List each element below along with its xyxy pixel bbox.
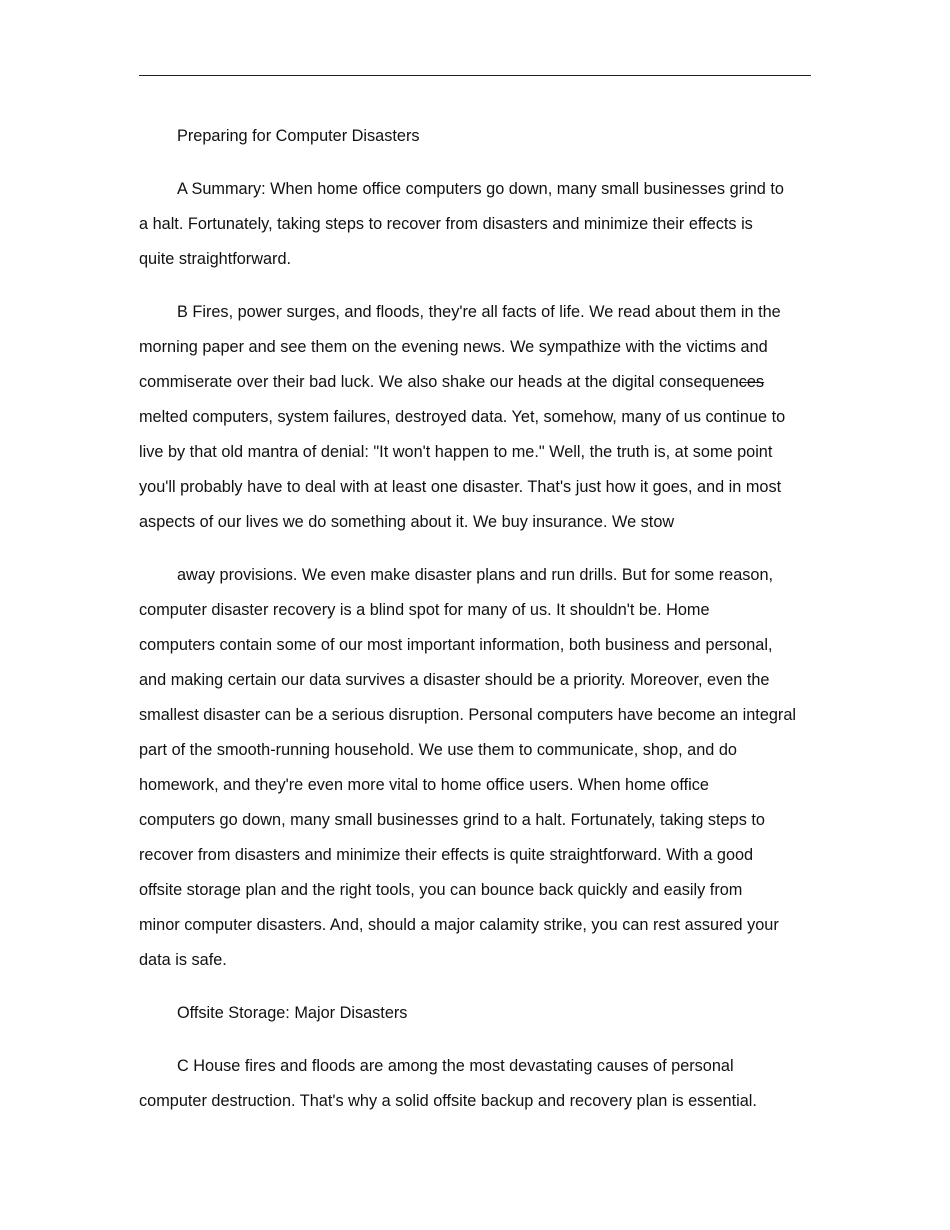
- paragraph-b2-line: homework, and they're even more vital to home office users. When home office: [139, 776, 709, 794]
- document-title: [139, 119, 844, 154]
- struck-text: ces: [738, 373, 765, 391]
- paragraph-b2-line: away provisions. We even make disaster plans and run drills. But for some reason,: [177, 566, 774, 584]
- paragraph-b-line: morning paper and see them on the evening news. We sympathize with the victims and: [139, 338, 768, 356]
- paragraph-b2-line: computer disaster recovery is a blind spot for many of us. It shouldn't be. Home: [139, 601, 710, 619]
- paragraph-c-line: computer destruction. That's why a solid offsite backup and recovery plan is essential.: [139, 1092, 757, 1110]
- paragraph-c-line: C House fires and floods are among the most devastating causes of personal: [177, 1057, 734, 1075]
- paragraph-b2-line: computers contain some of our most important information, both business and personal,: [139, 636, 773, 654]
- paragraph-b-line-text: commiserate over their bad luck. We also shake our heads at the digital consequen: [139, 373, 739, 391]
- paragraph-b2-line: data is safe.: [139, 951, 227, 969]
- paragraph-b-line: live by that old mantra of denial: "It won't happen to me." Well, the truth is, at some point: [139, 443, 773, 461]
- header-rule: [139, 75, 811, 76]
- paragraph-b-continued: [139, 558, 844, 978]
- section-heading: [139, 996, 844, 1031]
- paragraph-b2-line: part of the smooth-running household. We use them to communicate, shop, and do: [139, 741, 737, 759]
- paragraph-b2-line: smallest disaster can be a serious disruption. Personal computers have become an integral: [139, 706, 797, 724]
- section-heading-text: Offsite Storage: Major Disasters: [177, 1004, 408, 1022]
- paragraph-c: [139, 1049, 844, 1119]
- paragraph-b-line: you'll probably have to deal with at least one disaster. That's just how it goes, and in most: [139, 478, 782, 496]
- summary-paragraph: [139, 172, 844, 277]
- title-text: Preparing for Computer Disasters: [177, 127, 420, 145]
- paragraph-b-line: melted computers, system failures, destroyed data. Yet, somehow, many of us continue to: [139, 408, 786, 426]
- paragraph-b: [139, 295, 844, 540]
- paragraph-b2-line: offsite storage plan and the right tools, you can bounce back quickly and easily from: [139, 881, 743, 899]
- summary-line: A Summary: When home office computers go down, many small businesses grind to: [177, 180, 784, 198]
- paragraph-b-line: B Fires, power surges, and floods, they're all facts of life. We read about them in the: [177, 303, 781, 321]
- summary-line: quite straightforward.: [139, 250, 292, 268]
- paragraph-b2-line: and making certain our data survives a disaster should be a priority. Moreover, even the: [139, 671, 770, 689]
- paragraph-b2-line: minor computer disasters. And, should a major calamity strike, you can rest assured your: [139, 916, 779, 934]
- paragraph-b-line: [139, 365, 844, 400]
- paragraph-b-line: aspects of our lives we do something about it. We buy insurance. We stow: [139, 513, 675, 531]
- paragraph-b2-line: computers go down, many small businesses grind to a halt. Fortunately, taking steps to: [139, 811, 765, 829]
- paragraph-b2-line: recover from disasters and minimize their effects is quite straightforward. With a good: [139, 846, 754, 864]
- document-body: [139, 119, 844, 1137]
- summary-line: a halt. Fortunately, taking steps to recover from disasters and minimize their effects is: [139, 215, 753, 233]
